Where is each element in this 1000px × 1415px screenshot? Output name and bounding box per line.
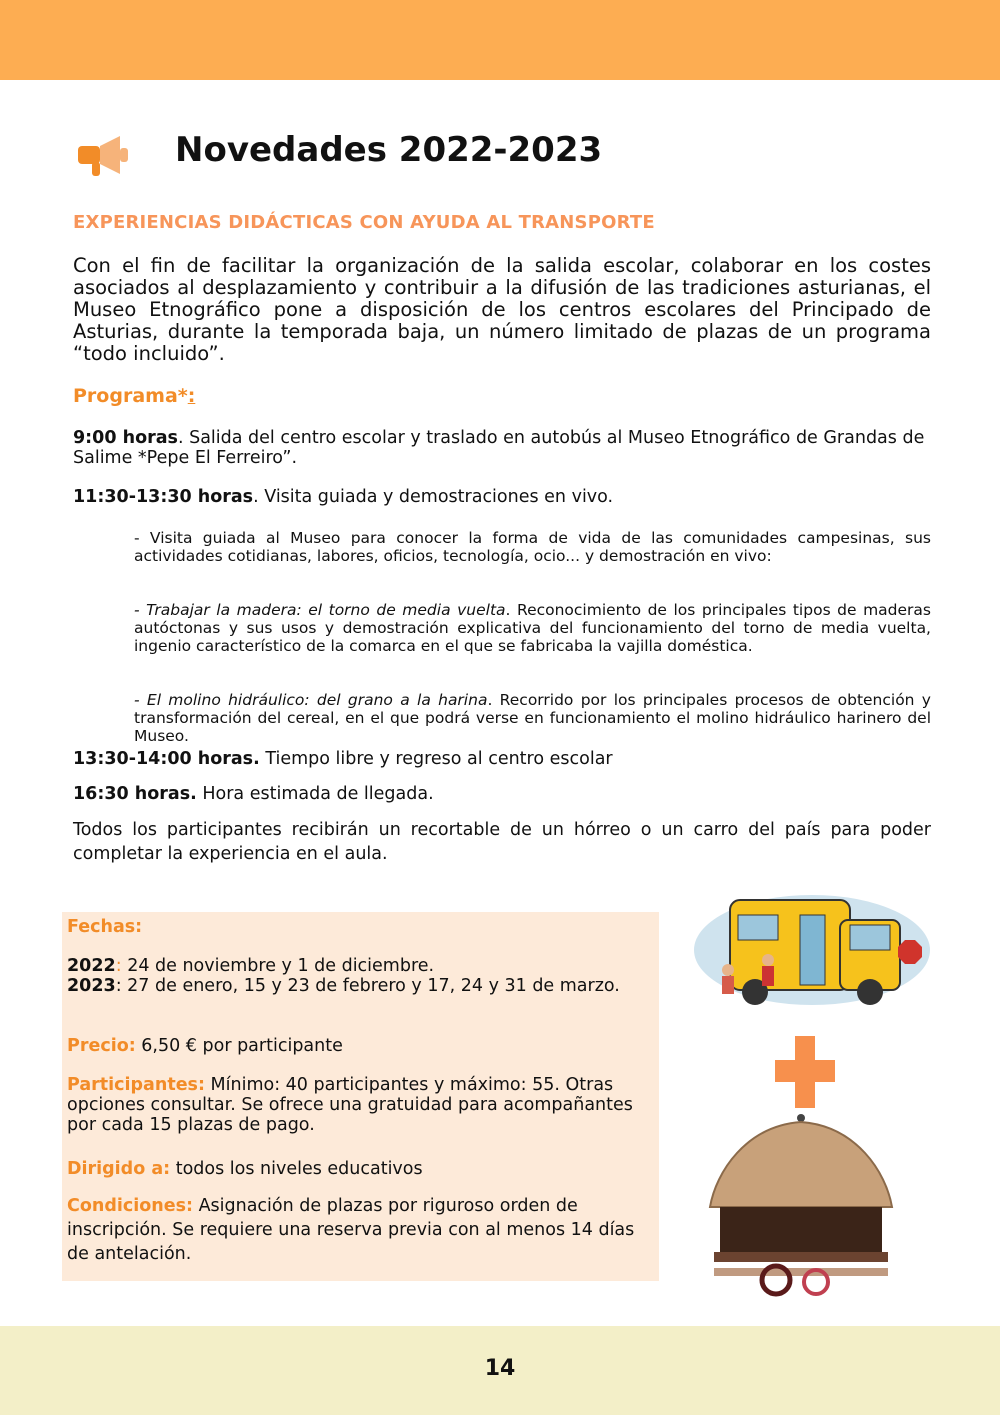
horreo-illustration bbox=[706, 1112, 896, 1297]
detail-item: - Trabajar la madera: el torno de media vuelta. Reconocimiento de los principales tipos de maderas autóctonas y sus usos y demostración explicativa del funcionamiento del torno de media vuelta, ingenio característico de la comarca en el que se fabricaba la vajilla doméstica. bbox=[134, 601, 931, 655]
schedule-item: 16:30 horas. Hora estimada de llegada. bbox=[73, 784, 434, 804]
schedule-item: 9:00 horas. Salida del centro escolar y traslado en autobús al Museo Etnográfico de Grandas de Salime *Pepe El Ferreiro”. bbox=[73, 428, 925, 468]
schedule-item: 13:30-14:00 horas. Tiempo libre y regreso al centro escolar bbox=[73, 749, 613, 769]
info-box bbox=[62, 912, 659, 1281]
section-subtitle: EXPERIENCIAS DIDÁCTICAS CON AYUDA AL TRANSPORTE bbox=[73, 212, 655, 233]
participantes: Participantes: Mínimo: 40 participantes y máximo: 55. Otras opciones consultar. Se ofrece una gratuidad para acompañantes por cada 15 plazas de pago. bbox=[67, 1075, 633, 1135]
precio: Precio: 6,50 € por participante bbox=[67, 1036, 343, 1056]
page-title: Novedades 2022-2023 bbox=[175, 130, 603, 170]
intro-paragraph: Con el fin de facilitar la organización de la salida escolar, colaborar en los costes asociados al desplazamiento y contribuir a la difusión de las tradiciones asturianas, el Museo Etnográfico pone a disposición de los centros escolares del Principado de Asturias, durante la temporada baja, un número limitado de plazas de un programa “todo incluido”. bbox=[73, 254, 931, 365]
school-bus-illustration bbox=[690, 880, 935, 1010]
closing-paragraph: Todos los participantes recibirán un recortable de un hórreo o un carro del país para poder completar la experiencia en el aula. bbox=[73, 820, 931, 864]
fechas-2023: 2023: 27 de enero, 15 y 23 de febrero y 17, 24 y 31 de marzo. bbox=[67, 976, 620, 996]
schedule-item: 11:30-13:30 horas. Visita guiada y demostraciones en vivo. bbox=[73, 487, 614, 507]
programa-heading: Programa*: bbox=[73, 385, 196, 407]
fechas-2022: 2022: 24 de noviembre y 1 de diciembre. bbox=[67, 956, 435, 976]
plus-icon bbox=[775, 1036, 835, 1108]
detail-item: - El molino hidráulico: del grano a la harina. Recorrido por los principales procesos de obtención y transformación del cereal, en el que podrá verse en funcionamiento el molino hidráulico harinero del Museo. bbox=[134, 691, 931, 745]
dirigido: Dirigido a: todos los niveles educativos bbox=[67, 1159, 423, 1179]
detail-item: - Visita guiada al Museo para conocer la forma de vida de las comunidades campesinas, sus actividades cotidianas, labores, oficios, tecnología, ocio... y demostración en vivo: bbox=[134, 529, 931, 565]
condiciones: Condiciones: Asignación de plazas por riguroso orden de inscripción. Se requiere una reserva previa con al menos 14 días de antelación. bbox=[67, 1196, 635, 1264]
top-band bbox=[0, 0, 1000, 80]
page-number: 14 bbox=[484, 1356, 516, 1381]
megaphone-icon bbox=[76, 134, 136, 180]
fechas-label: Fechas: bbox=[67, 917, 143, 937]
